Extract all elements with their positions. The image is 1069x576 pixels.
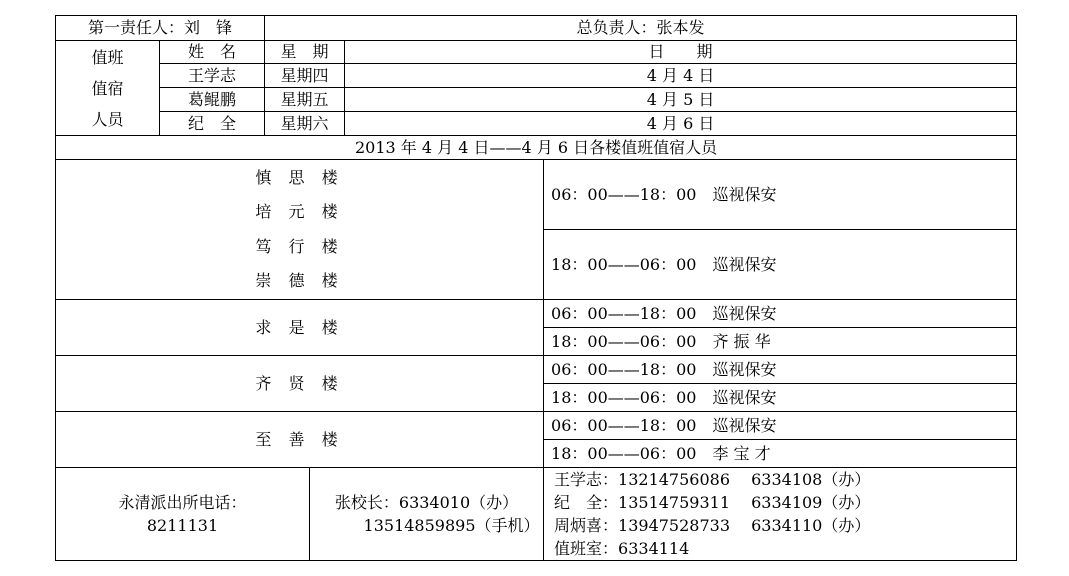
duty-group-label-line: 值班 <box>91 47 124 67</box>
principal-contact <box>310 468 544 561</box>
duty-group-label-line: 人员 <box>91 109 124 129</box>
duty-weekday: 星期五 <box>265 88 345 112</box>
duty-date: 4 月 5 日 <box>345 88 1017 112</box>
shift-night: 18：00——06：00 李 宝 才 <box>544 440 1017 468</box>
police-label: 永清派出所电话： <box>118 493 247 512</box>
buildings-title-row <box>56 136 1017 160</box>
principal-mobile: 13514859895（手机） <box>363 516 540 535</box>
duty-roster-table <box>55 15 1017 561</box>
staff-contacts <box>544 468 1017 561</box>
duty-group-label <box>56 41 160 136</box>
contact-line: 王学志：13214756086 6334108（办） <box>554 470 871 489</box>
building-name: 培 元 楼 <box>255 202 344 221</box>
contact-line: 值班室：6334114 <box>554 539 690 558</box>
contact-line: 纪 全：13514759311 6334109（办） <box>554 493 871 512</box>
first-responsible: 第一责任人：刘 锋 <box>56 16 265 41</box>
building-name-qixian: 齐 贤 楼 <box>56 356 544 412</box>
contact-line: 周炳喜：13947528733 6334110（办） <box>554 516 871 535</box>
shift-night: 18：00——06：00 巡视保安 <box>544 230 1017 300</box>
building-shift-row <box>56 300 1017 328</box>
duty-date: 4 月 6 日 <box>345 112 1017 136</box>
building-name-qiushi: 求 是 楼 <box>56 300 544 356</box>
shift-day: 06：00——18：00 巡视保安 <box>544 300 1017 328</box>
duty-row <box>56 64 1017 88</box>
police-phone: 8211131 <box>146 516 219 535</box>
duty-weekday: 星期六 <box>265 112 345 136</box>
col-header-name: 姓 名 <box>160 41 265 64</box>
buildings-title: 2013 年 4 月 4 日——4 月 6 日各楼值班值宿人员 <box>56 136 1017 160</box>
building-name: 慎 思 楼 <box>255 167 344 187</box>
building-name: 崇 德 楼 <box>255 271 344 290</box>
duty-weekday: 星期四 <box>265 64 345 88</box>
building-name: 笃 行 楼 <box>255 236 344 256</box>
duty-date: 4 月 4 日 <box>345 64 1017 88</box>
footer-row <box>56 468 1017 561</box>
building-name-zhishan: 至 善 楼 <box>56 412 544 468</box>
shift-day: 06：00——18：00 巡视保安 <box>544 356 1017 384</box>
police-contact <box>56 468 310 561</box>
building-shift-row <box>56 160 1017 230</box>
col-header-date: 日 期 <box>345 41 1017 64</box>
col-header-weekday: 星 期 <box>265 41 345 64</box>
shift-day: 06：00——18：00 巡视保安 <box>544 412 1017 440</box>
shift-day: 06：00——18：00 巡视保安 <box>544 160 1017 230</box>
shift-night: 18：00——06：00 巡视保安 <box>544 384 1017 412</box>
principal-office-phone: 张校长：6334010（办） <box>334 493 519 512</box>
duty-group-label-line: 值宿 <box>91 78 124 98</box>
duty-row <box>56 112 1017 136</box>
duty-roster-document <box>55 15 1016 556</box>
building-group-names <box>56 160 544 300</box>
duty-name: 葛鲲鹏 <box>160 88 265 112</box>
building-shift-row <box>56 412 1017 440</box>
building-shift-row <box>56 356 1017 384</box>
chief-responsible: 总负责人：张本发 <box>265 16 1017 41</box>
duty-row <box>56 88 1017 112</box>
header-row <box>56 16 1017 41</box>
shift-night: 18：00——06：00 齐 振 华 <box>544 328 1017 356</box>
duty-header-row <box>56 41 1017 64</box>
duty-name: 王学志 <box>160 64 265 88</box>
duty-name: 纪 全 <box>160 112 265 136</box>
